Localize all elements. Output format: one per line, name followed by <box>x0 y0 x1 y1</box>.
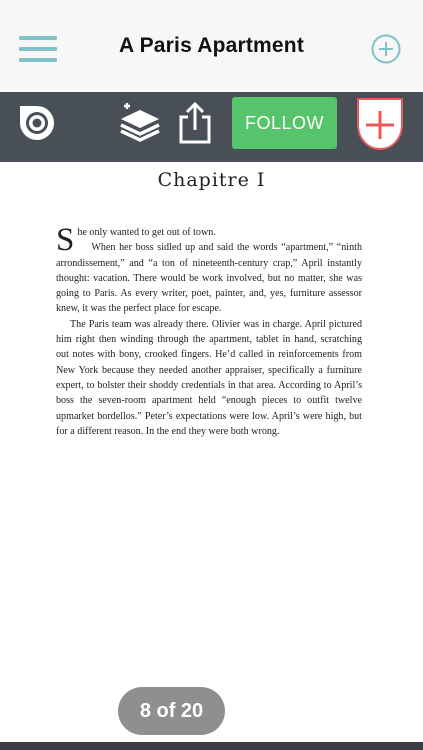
paragraph: She only wanted to get out of town. <box>56 222 216 258</box>
follow-button[interactable]: FOLLOW <box>232 97 337 149</box>
chapter-title: Chapitre I <box>157 169 266 191</box>
page-indicator: 8 of 20 <box>118 687 225 735</box>
paragraph: When her boss sidled up and said the words “apartment,” “ninth arrondissement,” and “a ton of nineteenth-century crap,” April instantly thought: vacation. There would be work involved, but no matter, she was going to Paris. As every writer, poet, painter, and, yes, furniture assessor knew, it was the perfect place for escape. <box>56 242 362 315</box>
shield-plus-icon[interactable] <box>356 97 404 151</box>
bottom-bar <box>0 742 423 750</box>
plus-circle-icon[interactable] <box>371 34 401 64</box>
add-to-stack-icon[interactable] <box>119 102 161 144</box>
navigation-bar <box>0 0 423 92</box>
issuu-logo-icon[interactable] <box>18 104 56 142</box>
drop-cap: S <box>56 222 75 258</box>
share-icon[interactable] <box>176 101 214 145</box>
document-title: A Paris Apartment <box>118 34 305 57</box>
reader-toolbar <box>0 92 423 162</box>
paragraph: The Paris team was already there. Olivier was in charge. April pictured him right then winding through the apartment, tablet in hand, scratching out notes with bony, crooked fingers. He’d called in reinforcements from New York because they needed another appraiser, specifically a furniture expert, to bolster their shoddy credentials in that area. According to April’s boss the seven-room apartment held “enough pieces to outfit twelve upmarket bordellos.” Peter’s expectations were low. April’s were high, but for a different reason. In the end they were both wrong. <box>56 318 362 437</box>
document-body <box>56 222 362 439</box>
